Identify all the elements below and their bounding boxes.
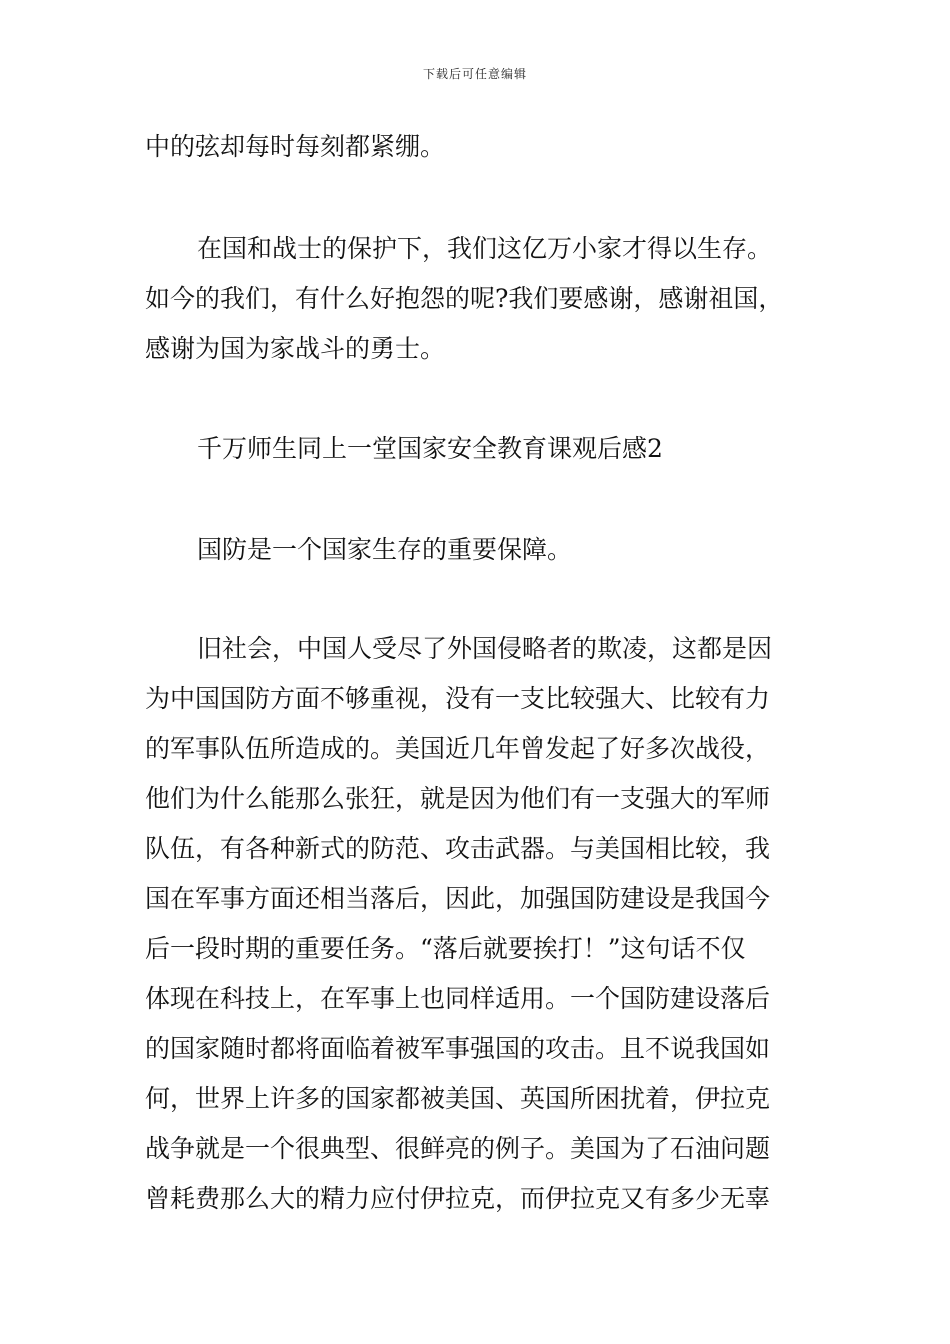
page-header: 下载后可任意编辑	[422, 67, 527, 81]
text-line: 的国家随时都将面临着被军事强国的攻击。且不说我国如	[145, 1034, 771, 1063]
text-line: 的军事队伍所造成的。美国近几年曾发起了好多次战役，	[145, 734, 771, 763]
text-line: 感谢为国为家战斗的勇士。	[145, 334, 446, 363]
section-title: 千万师生同上一堂国家安全教育课观后感2	[197, 434, 663, 463]
text-line: 如今的我们，有什么好抱怨的呢?我们要感谢，感谢祖国，	[145, 284, 784, 313]
text-line: 旧社会，中国人受尽了外国侵略者的欺凌，这都是因	[197, 634, 773, 663]
text-line: 国在军事方面还相当落后，因此，加强国防建设是我国今	[145, 884, 771, 913]
text-line: 队伍，有各种新式的防范、攻击武器。与美国相比较，我	[145, 834, 771, 863]
text-line: 他们为什么能那么张狂，就是因为他们有一支强大的军师	[145, 784, 771, 813]
text-line: 中的弦却每时每刻都紧绷。	[145, 132, 446, 161]
text-line: 体现在科技上，在军事上也同样适用。一个国防建设落后	[145, 984, 771, 1013]
text-line: 国防是一个国家生存的重要保障。	[197, 535, 573, 564]
text-line: 何，世界上许多的国家都被美国、英国所困扰着，伊拉克	[145, 1084, 771, 1113]
text-line: 后一段时期的重要任务。“落后就要挨打！”这句话不仅	[145, 934, 746, 963]
text-line: 战争就是一个很典型、很鲜亮的例子。美国为了石油问题	[145, 1134, 771, 1163]
text-line: 在国和战士的保护下，我们这亿万小家才得以生存。	[197, 234, 773, 263]
text-line: 曾耗费那么大的精力应付伊拉克，而伊拉克又有多少无辜	[145, 1184, 771, 1213]
text-line: 为中国国防方面不够重视，没有一支比较强大、比较有力	[145, 684, 771, 713]
